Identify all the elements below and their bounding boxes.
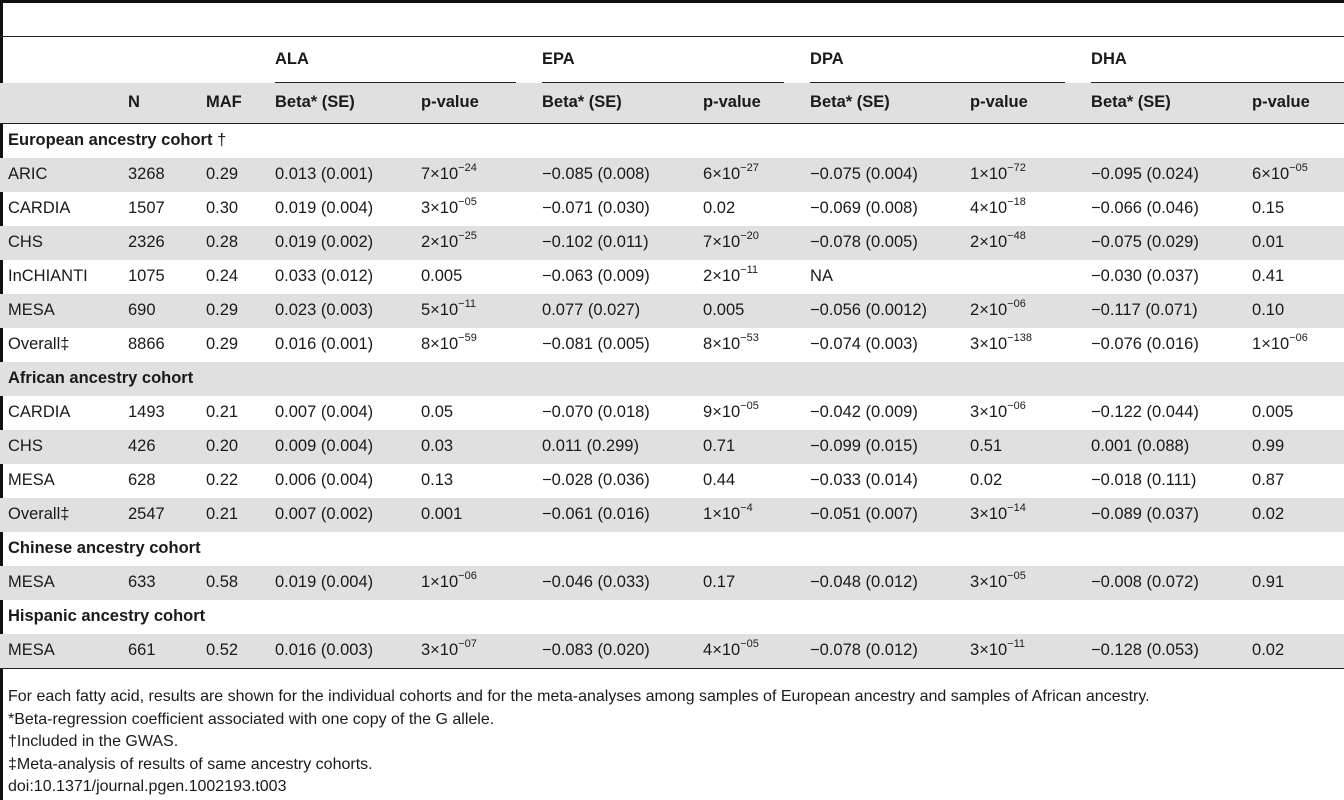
dha-beta: −0.122 (0.044) xyxy=(1091,403,1199,421)
header-beta: Beta* (SE) xyxy=(534,83,695,124)
p-value-mantissa: 8×10 xyxy=(703,335,741,353)
p-value-mantissa: 4×10 xyxy=(970,199,1008,217)
section-title-text: Chinese ancestry cohort xyxy=(8,539,201,557)
sample-size: 426 xyxy=(120,430,198,464)
epa-p-value xyxy=(695,260,802,294)
section-title xyxy=(0,362,1344,396)
ala-beta: 0.009 (0.004) xyxy=(267,430,413,464)
table-row xyxy=(0,498,1344,532)
p-value-exponent: −06 xyxy=(1007,298,1026,310)
p-value-mantissa: 0.05 xyxy=(421,403,454,421)
p-value-mantissa: 1×10 xyxy=(1252,335,1290,353)
dha-p-value xyxy=(1244,464,1344,498)
ala-beta: 0.019 (0.004) xyxy=(275,199,374,217)
sample-size: 8866 xyxy=(128,335,165,353)
section-row xyxy=(0,532,1344,566)
epa-beta: −0.046 (0.033) xyxy=(534,566,695,600)
p-value-mantissa: 0.005 xyxy=(1252,403,1294,421)
table-row xyxy=(0,634,1344,669)
dha-p-value xyxy=(1244,226,1344,260)
p-value-exponent: −05 xyxy=(458,196,477,208)
dpa-beta: −0.074 (0.003) xyxy=(810,335,918,353)
epa-beta: −0.070 (0.018) xyxy=(542,403,650,421)
epa-beta: −0.028 (0.036) xyxy=(542,471,650,489)
epa-beta: 0.077 (0.027) xyxy=(534,294,695,328)
p-value-exponent: −25 xyxy=(458,230,477,242)
dha-beta: −0.089 (0.037) xyxy=(1083,498,1244,532)
footnote-summary: For each fatty acid, results are shown for the individual cohorts and for the meta-analyses among samples of European ancestry and samples of African ancestry. xyxy=(8,688,1150,705)
section-title-text: African ancestry cohort xyxy=(8,369,194,387)
p-value-exponent: −11 xyxy=(740,264,759,276)
dha-beta: −0.117 (0.071) xyxy=(1083,294,1244,328)
dha-p-value xyxy=(1244,294,1344,328)
dha-beta: −0.095 (0.024) xyxy=(1083,158,1244,192)
p-value-mantissa: 3×10 xyxy=(970,403,1008,421)
cohort-name: ARIC xyxy=(0,158,120,192)
header-row-groups xyxy=(0,37,1344,83)
p-value-mantissa: 0.17 xyxy=(703,573,736,591)
epa-p-value xyxy=(695,192,802,226)
dha-beta: −0.018 (0.111) xyxy=(1091,471,1197,489)
p-value-mantissa: 0.02 xyxy=(970,471,1003,489)
p-value-mantissa: 0.51 xyxy=(970,437,1003,455)
dha-p-value xyxy=(1244,260,1344,294)
dpa-p-value xyxy=(962,226,1083,260)
maf-value: 0.52 xyxy=(198,634,267,669)
dpa-p-value xyxy=(962,396,1083,430)
maf-value: 0.24 xyxy=(206,267,239,285)
dpa-p-value xyxy=(962,328,1083,362)
dpa-beta: −0.099 (0.015) xyxy=(802,430,962,464)
p-value-exponent: −18 xyxy=(1007,196,1026,208)
epa-p-value xyxy=(695,634,802,669)
footnote-beta: *Beta-regression coefficient associated with one copy of the G allele. xyxy=(8,710,495,728)
footnotes xyxy=(8,686,1150,799)
table-row xyxy=(0,328,1344,362)
p-value-exponent: −24 xyxy=(458,162,477,174)
dha-beta: −0.030 (0.037) xyxy=(1091,267,1199,285)
dha-beta: −0.008 (0.072) xyxy=(1083,566,1244,600)
header-group-label: DPA xyxy=(810,50,844,69)
p-value-exponent: −14 xyxy=(1007,502,1026,514)
epa-p-value xyxy=(695,498,802,532)
maf-value: 0.28 xyxy=(198,226,267,260)
header-n: N xyxy=(120,83,198,124)
epa-p-value xyxy=(695,158,802,192)
ala-p-value xyxy=(413,464,534,498)
header-p: p-value xyxy=(413,83,534,124)
cohort-name: CHS xyxy=(0,226,120,260)
p-value-exponent: −72 xyxy=(1007,162,1026,174)
p-value-mantissa: 1×10 xyxy=(421,573,459,591)
p-value-mantissa: 3×10 xyxy=(970,573,1008,591)
sample-size: 690 xyxy=(120,294,198,328)
p-value-mantissa: 0.87 xyxy=(1252,471,1285,489)
top-border xyxy=(0,0,1344,3)
dpa-p-value xyxy=(962,634,1083,669)
dpa-p-value xyxy=(962,158,1083,192)
sample-size: 2547 xyxy=(120,498,198,532)
section-title xyxy=(0,123,1344,158)
cohort-name: CARDIA xyxy=(8,403,71,421)
p-value-mantissa: 9×10 xyxy=(703,403,741,421)
dha-p-value xyxy=(1244,498,1344,532)
dpa-beta: −0.069 (0.008) xyxy=(810,199,918,217)
header-maf: MAF xyxy=(198,83,267,124)
dpa-p-value xyxy=(962,498,1083,532)
p-value-mantissa: 2×10 xyxy=(970,233,1008,251)
p-value-exponent: −11 xyxy=(1007,638,1026,650)
cohort-name: CARDIA xyxy=(8,199,71,217)
footnote-meta: ‡Meta-analysis of results of same ancestry cohorts. xyxy=(8,755,373,773)
p-value-exponent: −11 xyxy=(458,298,477,310)
table-row xyxy=(0,430,1344,464)
p-value-mantissa: 0.02 xyxy=(703,199,736,217)
epa-beta: −0.071 (0.030) xyxy=(542,199,650,217)
dpa-p-value xyxy=(962,464,1083,498)
p-value-mantissa: 5×10 xyxy=(421,301,459,319)
p-value-exponent: −27 xyxy=(740,162,759,174)
p-value-mantissa: 1×10 xyxy=(970,165,1008,183)
dha-p-value xyxy=(1244,328,1344,362)
p-value-exponent: −05 xyxy=(740,400,759,412)
table-row xyxy=(0,294,1344,328)
sample-size: 1507 xyxy=(128,199,165,217)
section-title-text: Hispanic ancestry cohort xyxy=(8,607,206,625)
sample-size: 3268 xyxy=(120,158,198,192)
ala-p-value xyxy=(413,328,534,362)
epa-beta: −0.081 (0.005) xyxy=(542,335,650,353)
p-value-mantissa: 3×10 xyxy=(970,505,1008,523)
ala-p-value xyxy=(413,634,534,669)
dha-p-value xyxy=(1244,430,1344,464)
table-row xyxy=(0,226,1344,260)
section-title-text: European ancestry cohort xyxy=(8,131,213,149)
p-value-exponent: −05 xyxy=(740,638,759,650)
dha-p-value xyxy=(1244,396,1344,430)
cohort-name: MESA xyxy=(0,566,120,600)
maf-value: 0.21 xyxy=(206,403,239,421)
section-title-mark: † xyxy=(217,131,227,149)
ala-beta: 0.033 (0.012) xyxy=(275,267,374,285)
epa-p-value xyxy=(695,226,802,260)
results-table xyxy=(0,36,1344,669)
header-group-label: DHA xyxy=(1091,50,1127,69)
epa-beta: −0.061 (0.016) xyxy=(534,498,695,532)
section-title xyxy=(0,600,1344,634)
p-value-mantissa: 0.005 xyxy=(703,301,745,319)
maf-value: 0.58 xyxy=(198,566,267,600)
p-value-mantissa: 6×10 xyxy=(703,165,741,183)
p-value-mantissa: 0.01 xyxy=(1252,233,1285,251)
maf-value: 0.29 xyxy=(198,294,267,328)
p-value-exponent: −06 xyxy=(1289,332,1308,344)
sample-size: 2326 xyxy=(120,226,198,260)
dpa-p-value xyxy=(962,294,1083,328)
header-p: p-value xyxy=(1244,83,1344,124)
sample-size: 628 xyxy=(128,471,156,489)
p-value-mantissa: 0.99 xyxy=(1252,437,1285,455)
ala-p-value xyxy=(413,260,534,294)
header-group-dha xyxy=(1083,37,1344,83)
ala-beta: 0.019 (0.002) xyxy=(267,226,413,260)
section-title xyxy=(0,532,1344,566)
header-empty xyxy=(120,37,198,83)
maf-value: 0.29 xyxy=(206,335,239,353)
header-group-label: EPA xyxy=(542,50,575,69)
epa-p-value xyxy=(695,430,802,464)
dha-beta: −0.075 (0.029) xyxy=(1083,226,1244,260)
p-value-exponent: −59 xyxy=(458,332,477,344)
dpa-p-value xyxy=(962,192,1083,226)
p-value-mantissa: 0.10 xyxy=(1252,301,1285,319)
p-value-exponent: −4 xyxy=(740,502,753,514)
sample-size: 661 xyxy=(120,634,198,669)
p-value-mantissa: 3×10 xyxy=(970,641,1008,659)
epa-beta: −0.063 (0.009) xyxy=(542,267,650,285)
dha-p-value xyxy=(1244,158,1344,192)
dha-beta: −0.066 (0.046) xyxy=(1091,199,1199,217)
table-row xyxy=(0,464,1344,498)
p-value-mantissa: 0.41 xyxy=(1252,267,1285,285)
p-value-exponent: −05 xyxy=(1289,162,1308,174)
cohort-name: Overall‡ xyxy=(0,498,120,532)
p-value-mantissa: 0.001 xyxy=(421,505,463,523)
header-beta: Beta* (SE) xyxy=(267,83,413,124)
header-beta: Beta* (SE) xyxy=(1083,83,1244,124)
table-row xyxy=(0,192,1344,226)
dpa-p-value xyxy=(962,430,1083,464)
p-value-mantissa: 3×10 xyxy=(970,335,1008,353)
header-row-columns xyxy=(0,83,1344,124)
p-value-mantissa: 0.02 xyxy=(1252,505,1285,523)
p-value-mantissa: 8×10 xyxy=(421,335,459,353)
cohort-name: MESA xyxy=(0,294,120,328)
dha-p-value xyxy=(1244,192,1344,226)
ala-p-value xyxy=(413,158,534,192)
cohort-name: Overall‡ xyxy=(8,335,70,353)
dha-p-value xyxy=(1244,566,1344,600)
epa-beta: 0.011 (0.299) xyxy=(534,430,695,464)
p-value-exponent: −138 xyxy=(1007,332,1032,344)
epa-p-value xyxy=(695,328,802,362)
epa-beta: −0.085 (0.008) xyxy=(534,158,695,192)
header-p: p-value xyxy=(962,83,1083,124)
dpa-beta: NA xyxy=(810,267,833,285)
ala-beta: 0.023 (0.003) xyxy=(267,294,413,328)
p-value-mantissa: 0.03 xyxy=(421,437,454,455)
p-value-exponent: −07 xyxy=(458,638,477,650)
ala-p-value xyxy=(413,430,534,464)
p-value-mantissa: 1×10 xyxy=(703,505,741,523)
cohort-name: CHS xyxy=(0,430,120,464)
ala-beta: 0.007 (0.002) xyxy=(267,498,413,532)
p-value-mantissa: 0.13 xyxy=(421,471,454,489)
section-row xyxy=(0,123,1344,158)
header-group-dpa xyxy=(802,37,1083,83)
dha-beta: −0.076 (0.016) xyxy=(1091,335,1199,353)
dpa-p-value xyxy=(962,566,1083,600)
p-value-mantissa: 0.71 xyxy=(703,437,736,455)
dpa-beta: −0.075 (0.004) xyxy=(802,158,962,192)
ala-p-value xyxy=(413,498,534,532)
table-row xyxy=(0,158,1344,192)
dpa-beta: −0.078 (0.012) xyxy=(802,634,962,669)
dpa-beta: −0.056 (0.0012) xyxy=(802,294,962,328)
header-group-epa xyxy=(534,37,802,83)
maf-value: 0.20 xyxy=(198,430,267,464)
header-group-label: ALA xyxy=(275,50,309,69)
p-value-mantissa: 2×10 xyxy=(421,233,459,251)
ala-beta: 0.016 (0.001) xyxy=(275,335,374,353)
sample-size: 1075 xyxy=(128,267,165,285)
sample-size: 633 xyxy=(120,566,198,600)
header-group-ala xyxy=(267,37,534,83)
table-row xyxy=(0,260,1344,294)
ala-beta: 0.007 (0.004) xyxy=(275,403,374,421)
maf-value: 0.29 xyxy=(198,158,267,192)
maf-value: 0.21 xyxy=(198,498,267,532)
cohort-name: MESA xyxy=(0,634,120,669)
cohort-name: MESA xyxy=(8,471,55,489)
p-value-mantissa: 7×10 xyxy=(703,233,741,251)
dpa-beta: −0.078 (0.005) xyxy=(802,226,962,260)
p-value-mantissa: 3×10 xyxy=(421,199,459,217)
dpa-beta: −0.051 (0.007) xyxy=(802,498,962,532)
p-value-exponent: −48 xyxy=(1007,230,1026,242)
dha-beta: −0.128 (0.053) xyxy=(1083,634,1244,669)
p-value-exponent: −53 xyxy=(740,332,759,344)
p-value-exponent: −05 xyxy=(1007,570,1026,582)
dha-beta: 0.001 (0.088) xyxy=(1083,430,1244,464)
p-value-exponent: −06 xyxy=(458,570,477,582)
table-row xyxy=(0,566,1344,600)
footnote-doi: doi:10.1371/journal.pgen.1002193.t003 xyxy=(8,778,287,795)
section-row xyxy=(0,362,1344,396)
p-value-mantissa: 7×10 xyxy=(421,165,459,183)
ala-p-value xyxy=(413,226,534,260)
epa-p-value xyxy=(695,566,802,600)
epa-beta: −0.102 (0.011) xyxy=(534,226,695,260)
ala-beta: 0.006 (0.004) xyxy=(275,471,374,489)
p-value-mantissa: 0.005 xyxy=(421,267,463,285)
dpa-beta: −0.033 (0.014) xyxy=(810,471,918,489)
dpa-beta: −0.042 (0.009) xyxy=(810,403,918,421)
ala-beta: 0.016 (0.003) xyxy=(267,634,413,669)
p-value-mantissa: 0.91 xyxy=(1252,573,1285,591)
header-beta: Beta* (SE) xyxy=(802,83,962,124)
ala-p-value xyxy=(413,294,534,328)
p-value-mantissa: 0.02 xyxy=(1252,641,1285,659)
cohort-name: InCHIANTI xyxy=(8,267,88,285)
maf-value: 0.30 xyxy=(206,199,239,217)
dpa-beta: −0.048 (0.012) xyxy=(802,566,962,600)
epa-beta: −0.083 (0.020) xyxy=(534,634,695,669)
p-value-mantissa: 2×10 xyxy=(970,301,1008,319)
maf-value: 0.22 xyxy=(206,471,239,489)
ala-beta: 0.013 (0.001) xyxy=(267,158,413,192)
ala-p-value xyxy=(413,396,534,430)
footnote-gwas: †Included in the GWAS. xyxy=(8,733,179,750)
dha-p-value xyxy=(1244,634,1344,669)
ala-p-value xyxy=(413,566,534,600)
p-value-mantissa: 0.15 xyxy=(1252,199,1285,217)
ala-beta: 0.019 (0.004) xyxy=(267,566,413,600)
table-body xyxy=(0,123,1344,668)
p-value-mantissa: 4×10 xyxy=(703,641,741,659)
section-row xyxy=(0,600,1344,634)
epa-p-value xyxy=(695,294,802,328)
p-value-mantissa: 0.44 xyxy=(703,471,736,489)
header-cohort xyxy=(0,83,120,124)
p-value-mantissa: 6×10 xyxy=(1252,165,1290,183)
p-value-mantissa: 3×10 xyxy=(421,641,459,659)
sample-size: 1493 xyxy=(128,403,165,421)
p-value-exponent: −20 xyxy=(740,230,759,242)
ala-p-value xyxy=(413,192,534,226)
p-value-mantissa: 2×10 xyxy=(703,267,741,285)
header-empty xyxy=(198,37,267,83)
header-p: p-value xyxy=(695,83,802,124)
dpa-p-value xyxy=(962,260,1083,294)
epa-p-value xyxy=(695,396,802,430)
table-row xyxy=(0,396,1344,430)
epa-p-value xyxy=(695,464,802,498)
p-value-exponent: −06 xyxy=(1007,400,1026,412)
header-empty xyxy=(0,37,120,83)
